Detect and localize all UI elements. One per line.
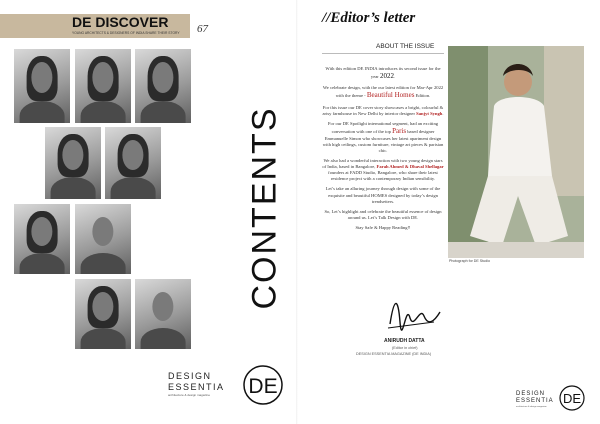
design-essentia-logo-small [516, 385, 588, 420]
letter-body [322, 66, 444, 235]
portrait-photo-7 [75, 204, 131, 274]
letter-paragraph: For our DE Spotlight international segment, had an exciting conversation with one of the top Paris based designer Emmanuelle Simon who showcases her latest apartment design with high ceilings, custom furniture, vintage art pieces & parisian chic. [322, 120, 444, 154]
editor-photo [448, 46, 584, 258]
svg-text:DE: DE [562, 391, 582, 406]
section-tagline: YOUNG ARCHITECTS & DESIGNERS OF INDIA SHARE THEIR STORY [72, 31, 180, 35]
signatory-role: (Editor in chief) [392, 346, 418, 350]
svg-text:DESIGN: DESIGN [516, 391, 546, 397]
logo-monogram: DE [248, 375, 278, 398]
editors-letter-title: //Editor’s letter [322, 10, 416, 26]
contents-heading: CONTENTS [245, 106, 284, 310]
page-gutter [296, 0, 298, 424]
letter-paragraph: With this edition DE INDIA introduces its second issue for the year 2022. [325, 66, 441, 81]
design-essentia-logo [166, 365, 286, 416]
portrait-photo-5 [105, 127, 161, 199]
signatory-name: ANIRUDH DATTA [384, 338, 425, 344]
letter-paragraph: So, Let’s highlight and celebrate the beautiful essence of design around us. Let’s Talk Design with DE. [324, 208, 442, 220]
letter-paragraph: Let’s take an alluring journey through design with some of the exquisite and beautiful HOMES designed by today’s design trendsetters. [325, 186, 441, 204]
letter-paragraph: Stay Safe & Happy Reading!! [355, 224, 411, 230]
portrait-photo-3 [135, 49, 191, 123]
section-title: DE DISCOVER [72, 14, 169, 30]
svg-text:architecture & design magazine: architecture & design magazine [516, 406, 547, 408]
letter-paragraph: We celebrate design, with the our latest edition for Mar-Apr 2022 with the theme - Beautiful Homes Edition. [322, 85, 444, 100]
portrait-photo-6 [14, 204, 70, 274]
letter-paragraph: We also had a wonderful interaction with two young design stars of India, based in Bangalore, Farah Ahmed & Dhaval Shellagar founders at FADD Studio, Bangalore, who share their latest residence project with a contemporary Indian sensibility. [322, 158, 444, 182]
logo-line1: DESIGN [168, 371, 212, 381]
signatory-org: DESIGN ESSENTIA MAGAZINE (DE INDIA) [356, 352, 432, 356]
portrait-photo-4 [45, 127, 101, 199]
page-number: 67 [197, 23, 208, 35]
logo-tagline: architecture & design magazine [168, 393, 211, 397]
svg-text:ESSENTIA: ESSENTIA [516, 398, 554, 404]
letter-paragraph: For this issue our DE cover story showcases a bright, colourful & artsy farmhouse in New Delhi by interior designer Sanjyt Syngh. [322, 104, 444, 116]
photo-caption: Photograph for DE Studio [449, 259, 490, 263]
editor-signature [384, 292, 444, 341]
about-issue-heading: ABOUT THE ISSUE [376, 43, 435, 50]
portrait-photo-9 [135, 279, 191, 349]
portrait-photo-1 [14, 49, 70, 123]
logo-line2: ESSENTIA [168, 382, 225, 392]
portrait-photo-2 [75, 49, 131, 123]
heading-divider [322, 53, 444, 54]
portrait-photo-8 [75, 279, 131, 349]
